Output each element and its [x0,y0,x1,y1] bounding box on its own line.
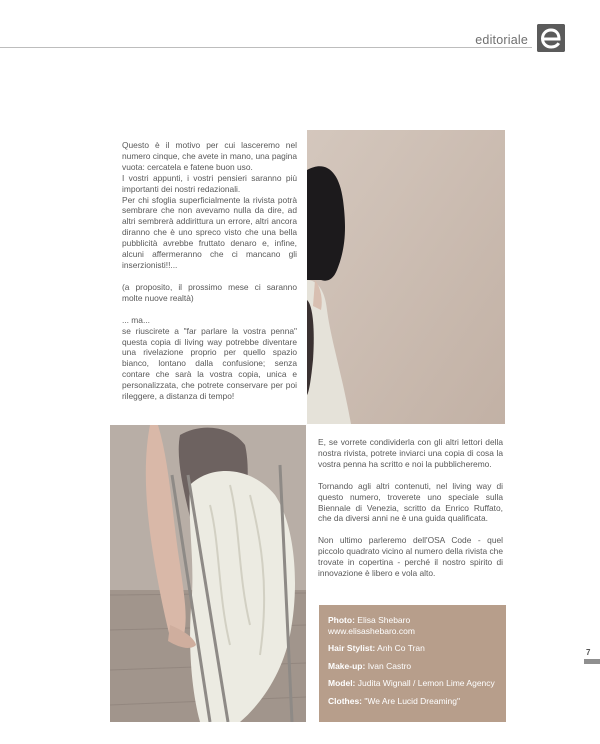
paragraph: Tornando agli altri contenuti, nel living way di questo numero, troverete uno speciale sulla Biennale di Venezia, scritto da Enrico Ruffato, che da diversi anni ne è una guida qualificata. [318,480,503,524]
credit-value: Judita Wignall / Lemon Lime Agency [357,678,495,688]
paragraph: Per chi sfoglia superficialmente la rivista potrà sembrare che non avevamo nulla da dire, ad altri sembrerà addirittura un errore, altri ancora diranno che è uno spreco visto che una bella pubblicità avrebbe fruttato denaro e, infine, alcuni affermeranno che ci mancano gli inserzionisti!!... [122,194,297,270]
credit-label: Clothes: [328,695,362,706]
credit-value: Anh Co Tran [377,643,425,653]
paragraph: Non ultimo parleremo dell'OSA Code - quel piccolo quadrato vicino al numero della rivista che trovate in copertina - perché il nostro spirito di innovazione è libero e vola alto. [318,535,503,579]
right-column-text [318,437,503,579]
credit-website: www.elisashebaro.com [328,625,415,636]
credit-label: Hair Stylist: [328,643,376,653]
section-title: editoriale [475,33,528,47]
paragraph: (a proposito, il prossimo mese ci saranno molte nuove realtà) [122,281,297,303]
paragraph: ... ma... [122,314,150,325]
credit-label: Make-up: [328,660,366,671]
page-tab-marker [584,659,600,664]
paragraph: E, se vorrete condividerla con gli altri lettori della nostra rivista, potrete inviarci una copia di cosa la vostra penna ha scritto e noi la pubblicheremo. [318,437,503,469]
paragraph: Questo è il motivo per cui lasceremo nel numero cinque, che avete in mano, una pagina vuota: cercatela e fatene buon uso. [122,140,297,172]
magazine-logo-icon [537,24,565,52]
left-column-text [122,140,297,402]
paragraph: se riuscirete a "far parlare la vostra penna" questa copia di living way potrebbe diventare una rivelazione proprio per quello spazio bianco, lontano dalla confusione; senza contare che sarà la vostra copia, unica e personalizzata, che potrete conservare per poi rileggere, a distanza di tempo! [122,325,297,402]
paragraph: I vostri appunti, i vostri pensieri saranno più importanti dei nostri redazionali. [122,172,297,194]
credit-value: "We Are Lucid Dreaming" [364,695,461,706]
photo-model-chair [110,425,306,722]
photo-model-portrait [307,130,505,424]
credit-value: Elisa Shebaro [357,615,411,625]
credit-value: Ivan Castro [367,660,412,671]
photo-credits-box [319,605,506,722]
credit-label: Model: [328,678,356,688]
credit-label: Photo: [328,615,355,625]
page-number: 7 [586,648,591,657]
header-rule [0,47,532,48]
